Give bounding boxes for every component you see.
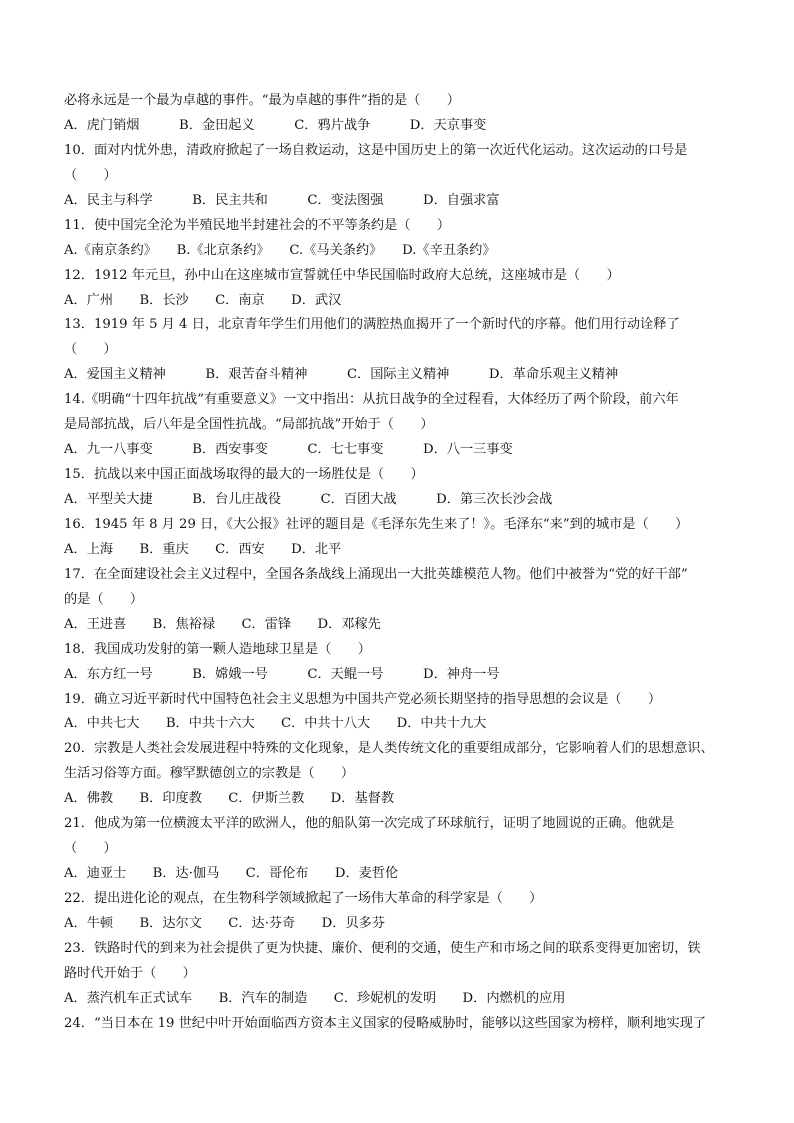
answer-options: A.《南京条约》 B.《北京条约》 C.《马关条约》 D.《辛丑条约》 (64, 242, 496, 258)
question-20-continued: 生活习俗等方面。穆罕默德创立的宗教是（ ） (64, 766, 355, 782)
answer-options: A．爱国主义精神 B．艰苦奋斗精神 C．国际主义精神 D．革命乐观主义精神 (64, 367, 619, 383)
question-20: 20．宗教是人类社会发展进程中特殊的文化现象，是人类传统文化的重要组成部分，它影响着人们的思想意识、 (64, 741, 714, 757)
question-24: 24．“当日本在 19 世纪中叶开始面临西方资本主义国家的侵略威胁时，能够以这些国家为榜样，顺利地实现了 (64, 1015, 707, 1031)
answer-blank: （ ） (64, 167, 117, 183)
question-17: 17．在全面建设社会主义过程中，全国各条战线上涌现出一大批英雄模范人物。他们中被誉为“党的好干部” (64, 566, 688, 582)
answer-options: A．迪亚士 B．达·伽马 C．哥伦布 D．麦哲伦 (64, 866, 399, 882)
answer-options: A．蒸汽机车正式试车 B．汽车的制造 C．珍妮机的发明 D．内燃机的应用 (64, 990, 566, 1006)
question-11: 11．使中国完全沦为半殖民地半封建社会的不平等条约是（ ） (64, 217, 451, 233)
question-23: 23．铁路时代的到来为社会提供了更为快捷、廉价、便利的交通，使生产和市场之间的联系变得更加密切，铁 (64, 940, 701, 956)
answer-options: A．佛教 B．印度教 C．伊斯兰教 D．基督教 (64, 791, 395, 807)
question-15: 15．抗战以来中国正面战场取得的最大的一场胜仗是（ ） (64, 467, 424, 483)
question-18: 18．我国成功发射的第一颗人造地球卫星是（ ） (64, 641, 371, 657)
question-10: 10．面对内忧外患，清政府掀起了一场自救运动，这是中国历史上的第一次近代化运动。这次运动的口号是 (64, 142, 688, 158)
answer-options: A．平型关大捷 B．台儿庄战役 C．百团大战 D．第三次长沙会战 (64, 492, 553, 507)
question-21: 21．他成为第一位横渡太平洋的欧洲人，他的船队第一次完成了环球航行，证明了地圆说的正确。他就是 (64, 816, 675, 832)
question-19: 19．确立习近平新时代中国特色社会主义思想为中国共产党必须长期坚持的指导思想的会议是（ ） (64, 691, 662, 707)
question-22: 22．提出进化论的观点，在生物科学领域掀起了一场伟大革命的科学家是（ ） (64, 891, 543, 906)
answer-options: A．牛顿 B．达尔文 C．达·芬奇 D．贝多芬 (64, 915, 386, 931)
question-14: 14.《明确“十四年抗战”有重要意义》一文中指出：从抗日战争的全过程看，大体经历了两个阶段，前六年 (64, 392, 679, 408)
answer-options: A．上海 B．重庆 C．西安 D．北平 (64, 541, 342, 557)
answer-options: A．中共七大 B．中共十六大 C．中共十八大 D．中共十九大 (64, 716, 487, 732)
question-14-continued: 是局部抗战，后八年是全国性抗战。“局部抗战”开始于（ ） (64, 417, 434, 433)
answer-options: A．虎门销烟 B．金田起义 C．鸦片战争 D．天京事变 (64, 117, 487, 133)
answer-blank: （ ） (64, 342, 117, 358)
answer-options: A．民主与科学 B．民主共和 C．变法图强 D．自强求富 (64, 192, 500, 208)
text-line: 必将永远是一个最为卓越的事件。“最为卓越的事件”指的是（ ） (64, 93, 460, 108)
answer-options: A．东方红一号 B．嫦娥一号 C．天鲲一号 D．神舟一号 (64, 666, 500, 682)
answer-options: A．广州 B．长沙 C．南京 D．武汉 (64, 292, 342, 308)
answer-blank: （ ） (64, 841, 117, 857)
question-16: 16．1945 年 8 月 29 日，《大公报》社评的题目是《毛泽东先生来了！》。毛泽东“来”到的城市是（ ） (64, 516, 689, 532)
question-23-continued: 路时代开始于（ ） (64, 965, 196, 981)
question-text-block (64, 89, 736, 1037)
question-12: 12．1912 年元旦，孙中山在这座城市宣誓就任中华民国临时政府大总统，这座城市是（ ） (64, 267, 620, 283)
question-13: 13．1919 年 5 月 4 日，北京青年学生们用他们的满腔热血揭开了一个新时代的序幕。他们用行动诠释了 (64, 317, 680, 333)
question-17-continued: 的是（ ） (64, 591, 144, 607)
answer-options: A．王进喜 B．焦裕禄 C．雷锋 D．邓稼先 (64, 616, 381, 632)
answer-options: A．九一八事变 B．西安事变 C．七七事变 D．八一三事变 (64, 442, 513, 458)
